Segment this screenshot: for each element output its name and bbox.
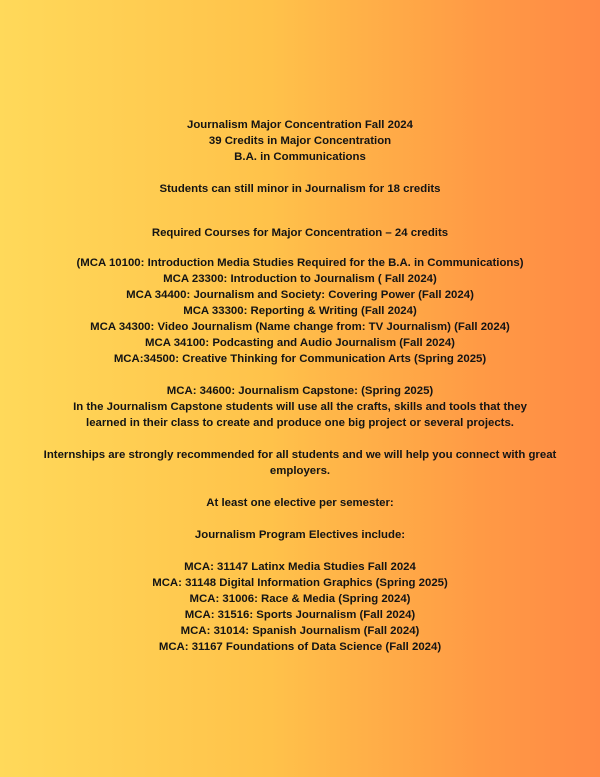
elective-course: MCA: 31167 Foundations of Data Science (Fall 2024) [158,641,442,653]
required-course: MCA 23300: Introduction to Journalism ( Fall 2024) [163,273,437,285]
required-course-list [0,255,600,367]
required-course: (MCA 10100: Introduction Media Studies Required for the B.A. in Communications) [76,257,524,269]
required-heading: Required Courses for Major Concentration – 24 credits [151,227,449,239]
capstone-title: MCA: 34600: Journalism Capstone: (Spring 2025) [166,385,434,397]
capstone-description: In the Journalism Capstone students will use all the crafts, skills and tools that they [73,401,527,413]
elective-course: MCA: 31006: Race & Media (Spring 2024) [189,593,411,605]
required-course: MCA 34300: Video Journalism (Name change from: TV Journalism) (Fall 2024) [90,321,510,333]
required-course: MCA:34500: Creative Thinking for Communication Arts (Spring 2025) [113,353,487,365]
internships-note: Internships are strongly recommended for all students and we will help you connect with great employers. [43,449,557,477]
capstone-description: learned in their class to create and produce one big project or several projects. [86,417,514,429]
credits-line: 39 Credits in Major Concentration [208,135,392,147]
elective-course: MCA: 31147 Latinx Media Studies Fall 2024 [184,561,416,573]
elective-course: MCA: 31014: Spanish Journalism (Fall 2024) [180,625,420,637]
degree-line: B.A. in Communications [234,151,366,163]
elective-course: MCA: 31516: Sports Journalism (Fall 2024) [184,609,416,621]
required-course: MCA 33300: Reporting & Writing (Fall 2024) [183,305,417,317]
elective-course: MCA: 31148 Digital Information Graphics (Spring 2025) [152,577,448,589]
electives-heading: Journalism Program Electives include: [194,529,406,541]
required-course: MCA 34400: Journalism and Society: Covering Power (Fall 2024) [126,289,474,301]
page-title: Journalism Major Concentration Fall 2024 [187,119,413,131]
elective-rule: At least one elective per semester: [206,497,394,509]
minor-note: Students can still minor in Journalism for 18 credits [159,183,441,195]
required-course: MCA 34100: Podcasting and Audio Journalism (Fall 2024) [145,337,455,349]
elective-course-list [0,559,600,655]
